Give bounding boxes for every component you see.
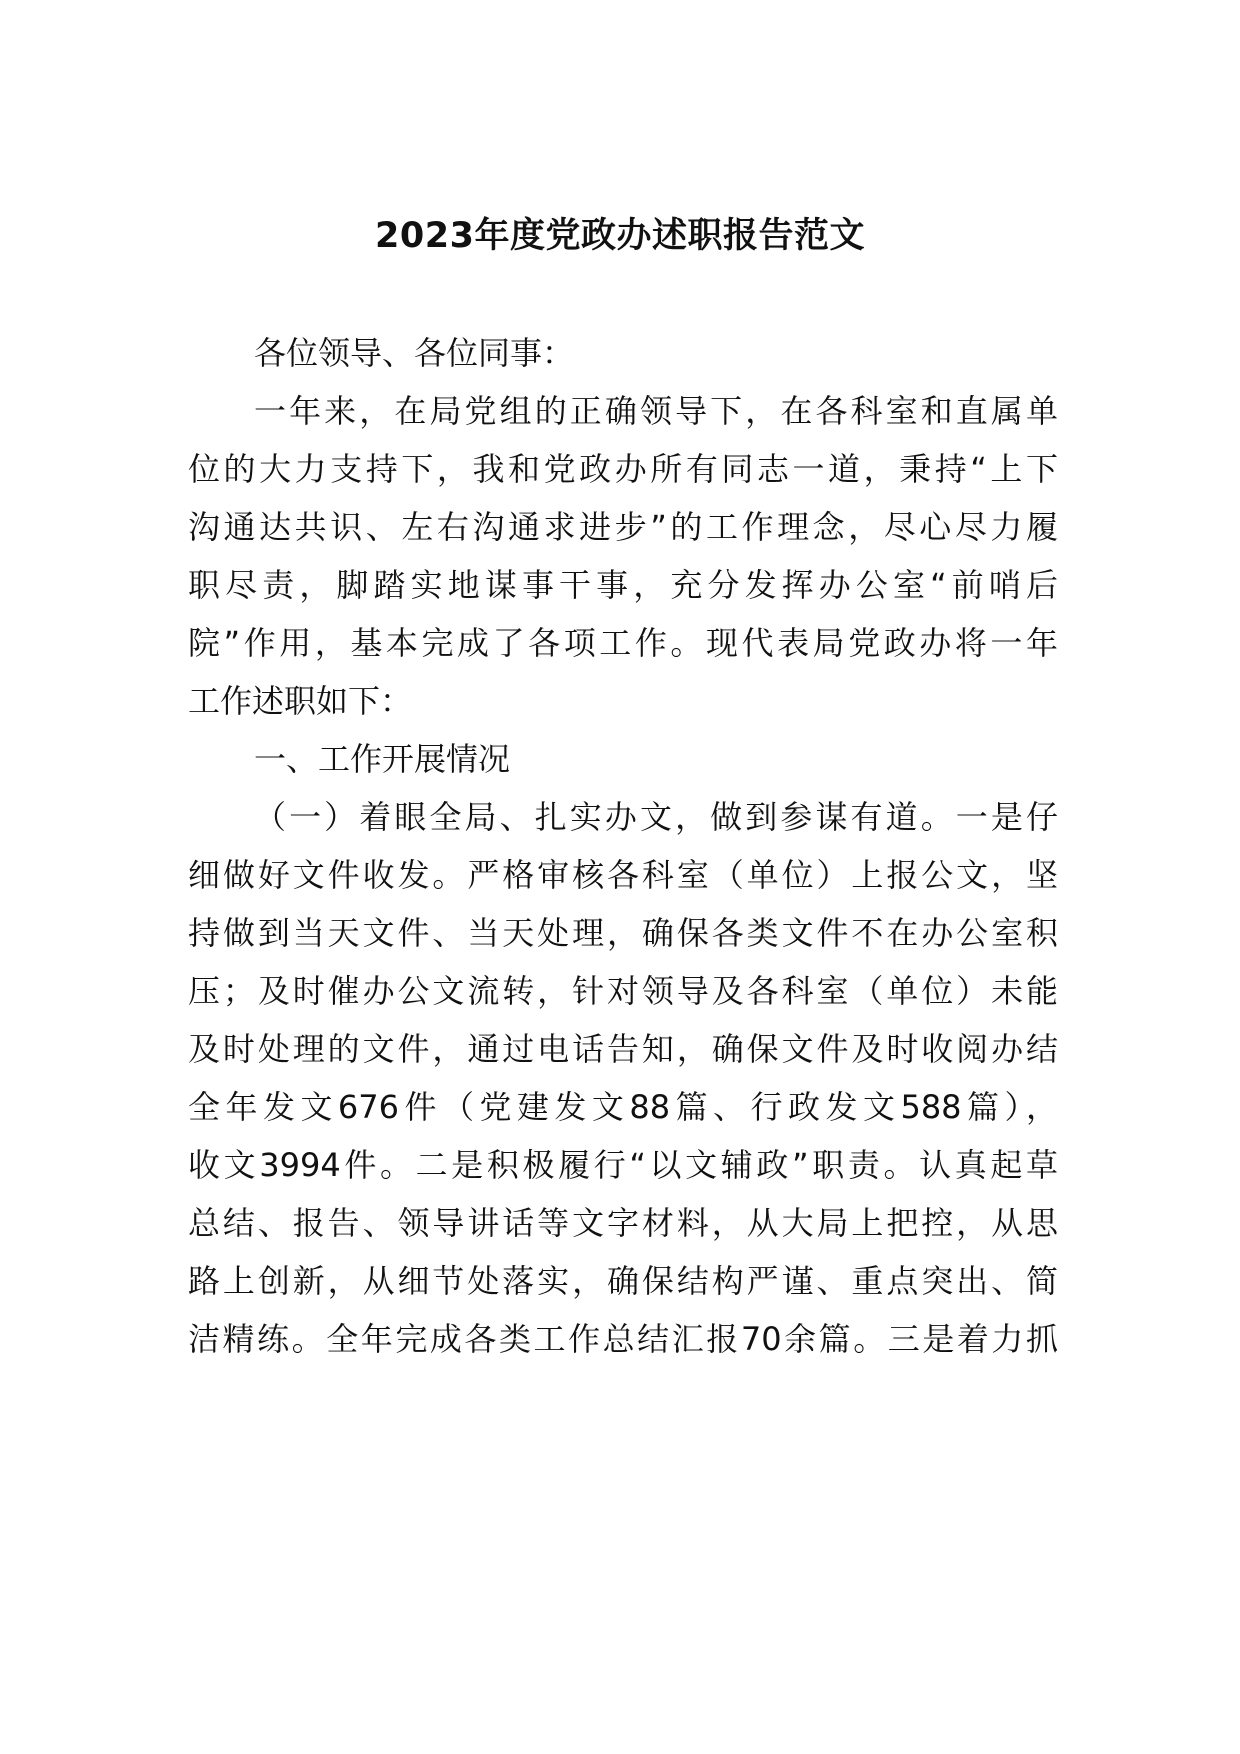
paragraph-line: 及时处理的文件，通过电话告知，确保文件及时收阅办结 xyxy=(188,1030,1058,1068)
paragraph-line: 洁精练。全年完成各类工作总结汇报70余篇。三是着力抓 xyxy=(188,1320,1058,1358)
paragraph-line: 全年发文676件（党建发文88篇、行政发文588篇）， xyxy=(188,1088,1058,1126)
document-title: 2023年度党政办述职报告范文 xyxy=(375,216,865,256)
paragraph-line: 职尽责，脚踏实地谋事干事，充分发挥办公室“前哨后 xyxy=(188,566,1058,604)
paragraph-line: 总结、报告、领导讲话等文字材料，从大局上把控，从思 xyxy=(188,1204,1058,1242)
paragraph-line: 院”作用，基本完成了各项工作。现代表局党政办将一年 xyxy=(188,624,1058,662)
section-heading: 一、工作开展情况 xyxy=(254,740,511,778)
paragraph-line: 位的大力支持下，我和党政办所有同志一道，秉持“上下 xyxy=(188,450,1058,488)
paragraph-line: 收文3994件。二是积极履行“以文辅政”职责。认真起草 xyxy=(188,1146,1058,1184)
paragraph-line: （一）着眼全局、扎实办文，做到参谋有道。一是仔 xyxy=(254,798,1058,836)
paragraph-line: 沟通达共识、左右沟通求进步”的工作理念，尽心尽力履 xyxy=(188,508,1058,546)
paragraph-line: 压；及时催办公文流转，针对领导及各科室（单位）未能 xyxy=(188,972,1058,1010)
paragraph-line: 持做到当天文件、当天处理，确保各类文件不在办公室积 xyxy=(188,914,1058,952)
paragraph-line: 一年来，在局党组的正确领导下，在各科室和直属单 xyxy=(254,392,1058,430)
paragraph-line: 工作述职如下： xyxy=(188,682,413,720)
paragraph-line: 细做好文件收发。严格审核各科室（单位）上报公文，坚 xyxy=(188,856,1058,894)
paragraph-line: 路上创新，从细节处落实，确保结构严谨、重点突出、简 xyxy=(188,1262,1058,1300)
salutation: 各位领导、各位同事： xyxy=(254,334,575,372)
